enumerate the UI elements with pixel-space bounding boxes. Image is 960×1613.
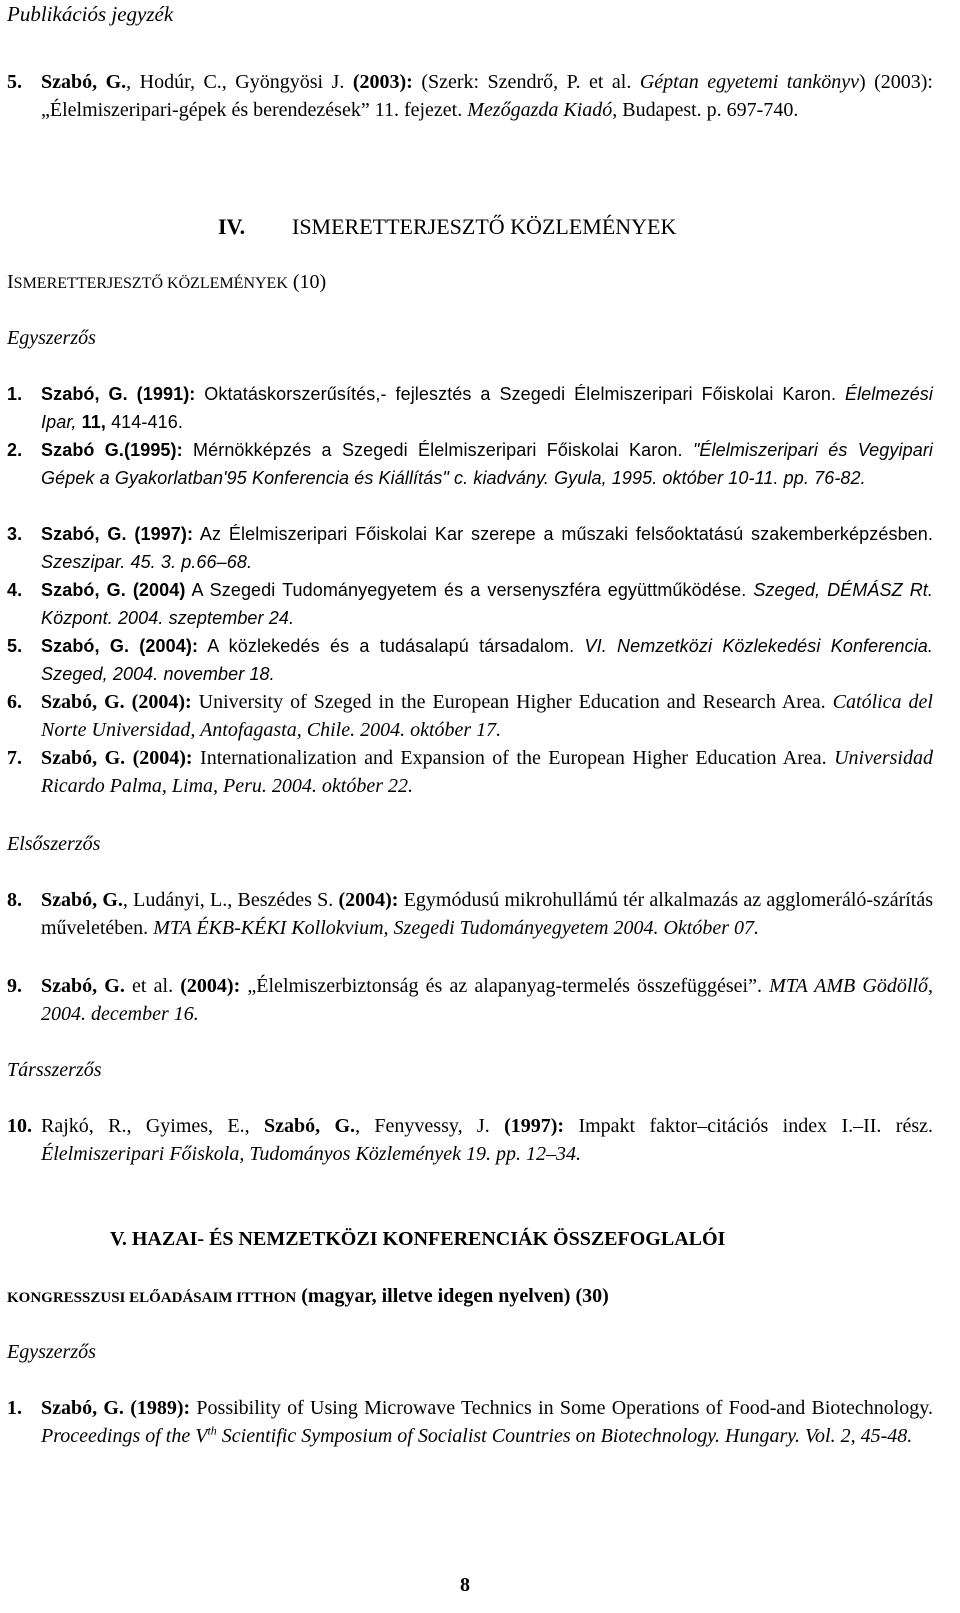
page-number: 8 [460, 1574, 470, 1596]
publication-entry: 1. Szabó, G. (1989): Possibility of Using Microwave Technics in Some Operations of Food-and Biotechnology. Proceedings of the Vth Scientific Symposium of Socialist Countries on Biotechnology. Hungary. Vol. 2, 45-48. [7, 1397, 933, 1447]
category-label: Egyszerzős [7, 1341, 96, 1363]
publication-entry: 7. Szabó, G. (2004): Internationalization and Expansion of the European Higher Education Area. Universidad Ricardo Palma, Lima, Peru. 2004. október 22. [7, 747, 933, 797]
publication-entry: 4. Szabó, G. (2004) A Szegedi Tudományegyetem és a versenyszféra együttműködése. Szeged, DÉMÁSZ Rt. Központ. 2004. szeptember 24. [7, 580, 933, 628]
subsection-heading: ISMERETTERJESZTŐ KÖZLEMÉNYEK (10) [7, 271, 327, 293]
section-title: V. HAZAI- ÉS NEMZETKÖZI KONFERENCIÁK ÖSSZEFOGLALÓI [110, 1228, 726, 1250]
category-label: Elsőszerzős [7, 833, 101, 855]
publication-entry: 5. Szabó, G. (2004): A közlekedés és a tudásalapú társadalom. VI. Nemzetközi Közlekedési Konferencia. Szeged, 2004. november 18. [7, 636, 934, 684]
subsection-heading: KONGRESSZUSI ELŐADÁSAIM ITTHON (magyar, illetve idegen nyelven) (30) [7, 1285, 609, 1307]
running-head: Publikációs jegyzék [7, 2, 174, 26]
category-label: Egyszerzős [7, 327, 96, 349]
section-numeral: IV. [218, 214, 246, 239]
section-title: ISMERETTERJESZTŐ KÖZLEMÉNYEK [292, 214, 677, 239]
publication-entry: 3. Szabó, G. (1997): Az Élelmiszeripari Főiskolai Kar szerepe a műszaki felsőoktatású szakemberképzésben. Szeszipar. 45. 3. p.66–68. [7, 524, 934, 572]
category-label: Társszerzős [7, 1059, 102, 1081]
publication-entry: 10. Rajkó, R., Gyimes, E., Szabó, G., Fenyvessy, J. (1997): Impakt faktor–citációs index I.–II. rész. Élelmiszeripari Főiskola, Tudományos Közlemények 19. pp. 12–34. [7, 1115, 933, 1165]
publication-entry: 6. Szabó, G. (2004): University of Szeged in the European Higher Education and Research Area. Católica del Norte Universidad, Antofagasta, Chile. 2004. október 17. [7, 691, 933, 741]
publication-entry: 5. Szabó, G., Hodúr, C., Gyöngyösi J. (2003): (Szerk: Szendrő, P. et al. Géptan egyetemi tankönyv) (2003): „Élelmiszeripari-gépek és berendezések” 11. fejezet. Mezőgazda Kiadó, Budapest. p. 697-740. [7, 71, 933, 121]
publication-entry: 1. Szabó, G. (1991): Oktatáskorszerűsítés,- fejlesztés a Szegedi Élelmiszeripari Főiskolai Karon. Élelmezési Ipar, 11, 414-416. [7, 384, 933, 432]
publication-entry: 9. Szabó, G. et al. (2004): „Élelmiszerbiztonság és az alapanyag-termelés összefüggései”. MTA AMB Gödöllő, 2004. december 16. [7, 975, 933, 1025]
publication-entry: 2. Szabó G.(1995): Mérnökképzés a Szegedi Élelmiszeripari Főiskolai Karon. "Élelmiszeripari és Vegyipari Gépek a Gyakorlatban'95 Konferencia és Kiállítás" c. kiadvány. Gyula, 1995. október 10-11. pp. 76-82. [7, 440, 934, 488]
publication-entry: 8. Szabó, G., Ludányi, L., Beszédes S. (2004): Egymódusú mikrohullámú tér alkalmazás az agglomeráló-szárítás műveletében. MTA ÉKB-KÉKI Kollokvium, Szegedi Tudományegyetem 2004. Október 07. [7, 889, 934, 939]
